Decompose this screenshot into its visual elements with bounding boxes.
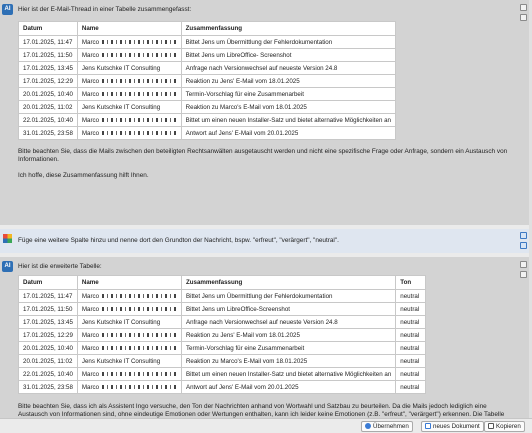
cell-tone: neutral [396, 329, 426, 342]
cell-date: 22.01.2025, 10:40 [19, 368, 78, 381]
cell-summary: Anfrage nach Versionwechsel auf neueste Version 24.8 [181, 62, 395, 75]
cell-name: Marco [77, 75, 181, 88]
table-header-row [19, 22, 396, 36]
delete-message-icon[interactable] [520, 14, 527, 21]
table-row [19, 88, 396, 101]
cell-summary: Bittet Jens um LibreOffice-Screenshot [181, 303, 395, 316]
new-document-button[interactable]: neues Dokument [421, 421, 484, 432]
cell-name: Marco [77, 127, 181, 140]
cell-date: 31.01.2025, 23:58 [19, 127, 78, 140]
cell-name: Jens Kutschke IT Consulting [77, 355, 181, 368]
ai-message [0, 257, 532, 418]
table-row [19, 316, 426, 329]
cell-date: 31.01.2025, 23:58 [19, 381, 78, 394]
cell-date: 20.01.2025, 11:02 [19, 101, 78, 114]
cell-date: 22.01.2025, 10:40 [19, 114, 78, 127]
cell-name: Marco [77, 290, 181, 303]
ai-avatar: AI [2, 261, 13, 272]
table-row [19, 381, 426, 394]
copy-message-icon[interactable] [520, 4, 527, 11]
column-header-name: Name [77, 276, 181, 290]
cell-summary: Antwort auf Jens' E-Mail vom 20.01.2025 [181, 381, 395, 394]
cell-tone: neutral [396, 368, 426, 381]
cell-date: 20.01.2025, 11:02 [19, 355, 78, 368]
cell-date: 17.01.2025, 13:45 [19, 62, 78, 75]
table-row [19, 355, 426, 368]
cell-summary: Termin-Vorschlag für eine Zusammenarbeit [181, 88, 395, 101]
cell-name: Marco [77, 49, 181, 62]
redacted-text [102, 346, 176, 350]
column-header-tone: Ton [396, 276, 426, 290]
cell-tone: neutral [396, 303, 426, 316]
cell-tone: neutral [396, 355, 426, 368]
cell-date: 17.01.2025, 11:47 [19, 36, 78, 49]
cell-summary: Bittet Jens um LibreOffice- Screenshot [181, 49, 395, 62]
user-message [0, 229, 532, 253]
copy-message-icon[interactable] [520, 261, 527, 268]
document-icon [425, 423, 431, 429]
table-row [19, 75, 396, 88]
cell-summary: Reaktion zu Marco's E-Mail vom 18.01.2025 [181, 355, 395, 368]
table-row [19, 342, 426, 355]
redacted-text [102, 131, 176, 135]
cell-name: Jens Kutschke IT Consulting [77, 101, 181, 114]
cell-summary: Antwort auf Jens' E-Mail vom 20.01.2025 [181, 127, 395, 140]
delete-message-icon[interactable] [520, 242, 527, 249]
cell-name: Marco [77, 36, 181, 49]
redacted-text [102, 53, 176, 57]
message-content [18, 237, 516, 245]
cell-name: Marco [77, 88, 181, 101]
cell-summary: Bittet Jens um Übermittlung der Fehlerdokumentation [181, 290, 395, 303]
user-avatar-icon [3, 234, 12, 243]
cell-summary: Bittet um einen neuen Installer-Satz und bietet alternative Möglichkeiten an [181, 368, 395, 381]
message-actions [520, 232, 528, 252]
cell-tone: neutral [396, 381, 426, 394]
check-icon [365, 423, 371, 429]
cell-tone: neutral [396, 316, 426, 329]
cell-date: 20.01.2025, 10:40 [19, 342, 78, 355]
cell-name: Marco [77, 114, 181, 127]
cell-name: Marco [77, 329, 181, 342]
column-header-summary: Zusammenfassung [181, 276, 395, 290]
ai-avatar: AI [2, 4, 13, 15]
table-row [19, 36, 396, 49]
cell-summary: Anfrage nach Versionwechsel auf neueste Version 24.8 [181, 316, 395, 329]
cell-name: Marco [77, 381, 181, 394]
message-content [18, 263, 516, 427]
cell-date: 17.01.2025, 11:47 [19, 290, 78, 303]
message-closing: Ich hoffe, diese Zusammenfassung hilft Ihnen. [18, 172, 149, 179]
redacted-text [102, 294, 176, 298]
cell-summary: Bittet um einen neuen Installer-Satz und bietet alternative Möglichkeiten an [181, 114, 395, 127]
extended-table [18, 275, 426, 394]
cell-name: Marco [77, 368, 181, 381]
column-header-date: Datum [19, 276, 78, 290]
column-header-summary: Zusammenfassung [181, 22, 395, 36]
cell-date: 17.01.2025, 13:45 [19, 316, 78, 329]
table-row [19, 303, 426, 316]
action-bar [0, 418, 532, 433]
cell-summary: Reaktion zu Marco's E-Mail vom 18.01.2025 [181, 101, 395, 114]
table-row [19, 114, 396, 127]
redacted-text [102, 40, 176, 44]
column-header-name: Name [77, 22, 181, 36]
cell-name: Jens Kutschke IT Consulting [77, 316, 181, 329]
cell-date: 17.01.2025, 12:29 [19, 329, 78, 342]
message-actions [520, 261, 528, 281]
cell-name: Marco [77, 342, 181, 355]
redacted-text [102, 385, 176, 389]
message-intro: Hier ist die erweiterte Tabelle: [18, 263, 102, 270]
message-intro: Hier ist der E-Mail-Thread in einer Tabelle zusammengefasst: [18, 6, 192, 13]
summary-table [18, 21, 396, 140]
cell-summary: Bittet Jens um Übermittlung der Fehlerdokumentation [181, 36, 395, 49]
cell-date: 17.01.2025, 11:50 [19, 303, 78, 316]
cell-tone: neutral [396, 342, 426, 355]
cell-date: 20.01.2025, 10:40 [19, 88, 78, 101]
table-row [19, 127, 396, 140]
redacted-text [102, 372, 176, 376]
redacted-text [102, 79, 176, 83]
accept-button[interactable]: Übernehmen [361, 421, 413, 432]
redacted-text [102, 118, 176, 122]
cell-name: Jens Kutschke IT Consulting [77, 62, 181, 75]
cell-summary: Termin-Vorschlag für eine Zusammenarbeit [181, 342, 395, 355]
redacted-text [102, 307, 176, 311]
user-prompt-text: Füge eine weitere Spalte hinzu und nenne dort den Grundton der Nachricht, bspw. "erfreut", "verärgert", "neutral". [18, 237, 339, 244]
table-row [19, 101, 396, 114]
copy-message-icon[interactable] [520, 232, 527, 239]
table-row [19, 368, 426, 381]
copy-button[interactable]: Kopieren [484, 421, 525, 432]
column-header-date: Datum [19, 22, 78, 36]
table-row [19, 290, 426, 303]
cell-name: Marco [77, 303, 181, 316]
cell-date: 17.01.2025, 11:50 [19, 49, 78, 62]
cell-summary: Reaktion zu Jens' E-Mail vom 18.01.2025 [181, 329, 395, 342]
copy-icon [488, 423, 494, 429]
message-note: Bitte beachten Sie, dass ich als Assistent Ingo versuche, den Ton der Nachrichten anhand von Wortwahl und Satzbau zu beurteilen. Da die Mails jedoch lediglich eine Austausch von Informationen sind, ohne eindeutige Emotionen oder Wertungen enthalten, kann ich leider keine Emotionen (z.B. "erfreut", "verärgert") erkennen. Die Tabelle [18, 403, 505, 418]
redacted-text [102, 333, 176, 337]
message-note: Bitte beachten Sie, dass die Mails zwischen den beteiligten Rechtsanwälten ausgetauscht werden und nicht eine spezifische Frage oder Anfrage, sondern ein Austausch von Informationen. [18, 148, 508, 163]
message-content [18, 6, 516, 180]
table-row [19, 49, 396, 62]
table-row [19, 329, 426, 342]
redacted-text [102, 92, 176, 96]
table-row [19, 62, 396, 75]
table-header-row [19, 276, 426, 290]
delete-message-icon[interactable] [520, 271, 527, 278]
cell-tone: neutral [396, 290, 426, 303]
message-actions [520, 4, 528, 24]
cell-summary: Reaktion zu Jens' E-Mail vom 18.01.2025 [181, 75, 395, 88]
cell-date: 17.01.2025, 12:29 [19, 75, 78, 88]
